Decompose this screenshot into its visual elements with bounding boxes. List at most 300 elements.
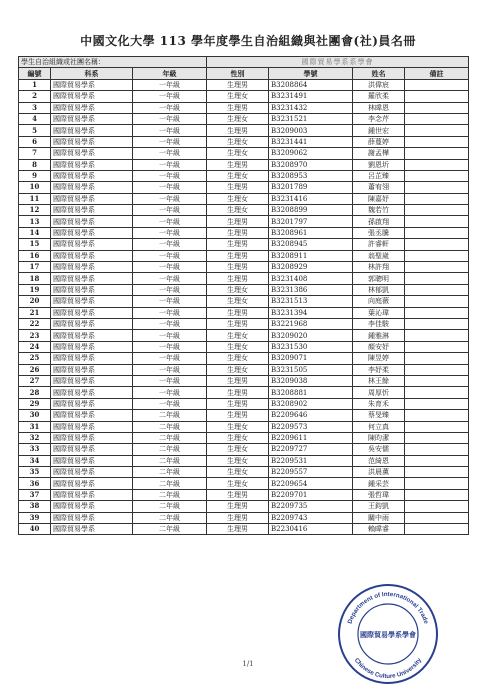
cell-number: 33 — [19, 444, 51, 455]
cell-number: 29 — [19, 398, 51, 409]
table-row — [19, 410, 469, 421]
table-row — [19, 193, 469, 204]
cell-student-id: B3231441 — [269, 136, 353, 147]
cell-remarks — [405, 216, 469, 227]
cell-remarks — [405, 524, 469, 535]
cell-name: 郭聰明 — [353, 273, 405, 284]
cell-student-id: B2209743 — [269, 512, 353, 523]
cell-student-id: B2209701 — [269, 489, 353, 500]
cell-student-id: B3231513 — [269, 296, 353, 307]
cell-name: 向庭薇 — [353, 296, 405, 307]
cell-remarks — [405, 170, 469, 181]
cell-name: 林暐恩 — [353, 102, 405, 113]
cell-remarks — [405, 512, 469, 523]
cell-gender: 生理女 — [207, 296, 269, 307]
table-row — [19, 227, 469, 238]
cell-grade: 一年級 — [133, 227, 207, 238]
cell-remarks — [405, 307, 469, 318]
table-row — [19, 467, 469, 478]
cell-department: 國際貿易學系 — [51, 421, 133, 432]
cell-student-id: B3231530 — [269, 341, 353, 352]
table-row — [19, 170, 469, 181]
cell-department: 國際貿易學系 — [51, 432, 133, 443]
cell-remarks — [405, 227, 469, 238]
cell-name: 薛蔓婷 — [353, 136, 405, 147]
cell-name: 謝孟樺 — [353, 148, 405, 159]
cell-remarks — [405, 330, 469, 341]
cell-remarks — [405, 353, 469, 364]
cell-grade: 一年級 — [133, 364, 207, 375]
cell-number: 10 — [19, 182, 51, 193]
cell-name: 洪晨薰 — [353, 467, 405, 478]
cell-number: 30 — [19, 410, 51, 421]
cell-department: 國際貿易學系 — [51, 353, 133, 364]
table-row — [19, 250, 469, 261]
document-title: 中國文化大學 113 學年度學生自治組織與社團會(社)員名冊 — [80, 34, 416, 48]
table-row — [19, 159, 469, 170]
cell-department: 國際貿易學系 — [51, 159, 133, 170]
seal-ring-top-text: Department of International Trade — [346, 590, 430, 625]
cell-gender: 生理女 — [207, 444, 269, 455]
table-row — [19, 113, 469, 124]
cell-number: 40 — [19, 524, 51, 535]
cell-grade: 二年級 — [133, 444, 207, 455]
cell-gender: 生理女 — [207, 353, 269, 364]
header-grade: 年級 — [133, 68, 207, 79]
cell-student-id: B3201797 — [269, 216, 353, 227]
cell-number: 32 — [19, 432, 51, 443]
cell-gender: 生理男 — [207, 375, 269, 386]
cell-grade: 二年級 — [133, 421, 207, 432]
table-row — [19, 148, 469, 159]
cell-name: 蔡旻臻 — [353, 410, 405, 421]
cell-department: 國際貿易學系 — [51, 250, 133, 261]
cell-student-id: B3208945 — [269, 239, 353, 250]
cell-gender: 生理女 — [207, 432, 269, 443]
cell-student-id: B3231432 — [269, 102, 353, 113]
cell-remarks — [405, 193, 469, 204]
table-row — [19, 478, 469, 489]
table-row — [19, 489, 469, 500]
cell-gender: 生理男 — [207, 501, 269, 512]
cell-number: 12 — [19, 205, 51, 216]
cell-student-id: B2209531 — [269, 455, 353, 466]
cell-number: 8 — [19, 159, 51, 170]
cell-remarks — [405, 375, 469, 386]
cell-student-id: B3209038 — [269, 375, 353, 386]
table-row — [19, 512, 469, 523]
cell-student-id: B2230416 — [269, 524, 353, 535]
header-gender: 性別 — [207, 68, 269, 79]
cell-name: 張丞騰 — [353, 227, 405, 238]
cell-grade: 一年級 — [133, 136, 207, 147]
cell-name: 張哲瑋 — [353, 489, 405, 500]
cell-student-id: B3208929 — [269, 262, 353, 273]
table-row — [19, 387, 469, 398]
cell-name: 何立真 — [353, 421, 405, 432]
cell-remarks — [405, 432, 469, 443]
cell-gender: 生理女 — [207, 284, 269, 295]
table-row — [19, 262, 469, 273]
cell-department: 國際貿易學系 — [51, 455, 133, 466]
cell-student-id: B3231521 — [269, 113, 353, 124]
cell-name: 林許翔 — [353, 262, 405, 273]
cell-gender: 生理女 — [207, 205, 269, 216]
cell-student-id: B2209646 — [269, 410, 353, 421]
cell-number: 15 — [19, 239, 51, 250]
cell-department: 國際貿易學系 — [51, 284, 133, 295]
cell-department: 國際貿易學系 — [51, 501, 133, 512]
cell-grade: 一年級 — [133, 341, 207, 352]
table-row — [19, 501, 469, 512]
table-row — [19, 296, 469, 307]
cell-name: 鍾采芸 — [353, 478, 405, 489]
cell-grade: 一年級 — [133, 216, 207, 227]
cell-number: 23 — [19, 330, 51, 341]
cell-remarks — [405, 250, 469, 261]
cell-name: 鍾世宏 — [353, 125, 405, 136]
cell-remarks — [405, 91, 469, 102]
cell-grade: 一年級 — [133, 79, 207, 90]
cell-number: 2 — [19, 91, 51, 102]
cell-remarks — [405, 284, 469, 295]
cell-number: 37 — [19, 489, 51, 500]
cell-student-id: B3231416 — [269, 193, 353, 204]
cell-name: 孫啟翔 — [353, 216, 405, 227]
cell-remarks — [405, 489, 469, 500]
cell-number: 13 — [19, 216, 51, 227]
cell-number: 7 — [19, 148, 51, 159]
cell-student-id: B3231408 — [269, 273, 353, 284]
cell-gender: 生理男 — [207, 227, 269, 238]
cell-grade: 二年級 — [133, 455, 207, 466]
cell-gender: 生理男 — [207, 79, 269, 90]
cell-remarks — [405, 410, 469, 421]
cell-department: 國際貿易學系 — [51, 273, 133, 284]
cell-remarks — [405, 421, 469, 432]
cell-remarks — [405, 387, 469, 398]
cell-student-id: B3208911 — [269, 250, 353, 261]
cell-remarks — [405, 478, 469, 489]
cell-remarks — [405, 455, 469, 466]
cell-name: 陳昀潔 — [353, 432, 405, 443]
cell-gender: 生理女 — [207, 364, 269, 375]
cell-remarks — [405, 296, 469, 307]
cell-student-id: B3209071 — [269, 353, 353, 364]
table-row — [19, 524, 469, 535]
page-number: 1/1 — [242, 660, 254, 668]
cell-student-id: B3208902 — [269, 398, 353, 409]
cell-remarks — [405, 205, 469, 216]
cell-remarks — [405, 467, 469, 478]
department-seal — [336, 582, 440, 686]
cell-remarks — [405, 273, 469, 284]
cell-student-id: B3231386 — [269, 284, 353, 295]
cell-department: 國際貿易學系 — [51, 205, 133, 216]
cell-remarks — [405, 79, 469, 90]
organization-row — [19, 57, 469, 68]
cell-grade: 一年級 — [133, 262, 207, 273]
cell-department: 國際貿易學系 — [51, 318, 133, 329]
cell-number: 20 — [19, 296, 51, 307]
cell-grade: 一年級 — [133, 148, 207, 159]
cell-grade: 一年級 — [133, 353, 207, 364]
cell-grade: 一年級 — [133, 239, 207, 250]
cell-name: 洪偉宸 — [353, 79, 405, 90]
cell-remarks — [405, 148, 469, 159]
cell-student-id: B3231394 — [269, 307, 353, 318]
cell-student-id: B3208961 — [269, 227, 353, 238]
cell-number: 22 — [19, 318, 51, 329]
cell-grade: 二年級 — [133, 478, 207, 489]
cell-name: 林郁凱 — [353, 284, 405, 295]
cell-gender: 生理男 — [207, 262, 269, 273]
cell-grade: 一年級 — [133, 91, 207, 102]
cell-gender: 生理男 — [207, 102, 269, 113]
cell-department: 國際貿易學系 — [51, 398, 133, 409]
cell-remarks — [405, 398, 469, 409]
cell-department: 國際貿易學系 — [51, 387, 133, 398]
cell-department: 國際貿易學系 — [51, 239, 133, 250]
cell-grade: 一年級 — [133, 318, 207, 329]
cell-department: 國際貿易學系 — [51, 467, 133, 478]
cell-remarks — [405, 262, 469, 273]
cell-department: 國際貿易學系 — [51, 182, 133, 193]
cell-department: 國際貿易學系 — [51, 193, 133, 204]
cell-department: 國際貿易學系 — [51, 307, 133, 318]
cell-student-id: B3209062 — [269, 148, 353, 159]
cell-name: 林王餘 — [353, 375, 405, 386]
cell-grade: 一年級 — [133, 250, 207, 261]
cell-gender: 生理男 — [207, 398, 269, 409]
cell-gender: 生理女 — [207, 330, 269, 341]
cell-name: 劉恩圻 — [353, 159, 405, 170]
cell-student-id: B3209003 — [269, 125, 353, 136]
cell-number: 36 — [19, 478, 51, 489]
cell-name: 李念芹 — [353, 113, 405, 124]
cell-grade: 一年級 — [133, 330, 207, 341]
organization-name: 國際貿易學系系學會 — [207, 57, 469, 68]
cell-name: 羅欣柔 — [353, 91, 405, 102]
cell-gender: 生理男 — [207, 307, 269, 318]
table-row — [19, 102, 469, 113]
table-row — [19, 284, 469, 295]
table-row — [19, 136, 469, 147]
cell-name: 范綺恩 — [353, 455, 405, 466]
seal-ring-bottom-text: Chinese Culture University — [352, 656, 424, 681]
cell-name: 陳昱婷 — [353, 353, 405, 364]
cell-remarks — [405, 182, 469, 193]
cell-number: 18 — [19, 273, 51, 284]
cell-number: 17 — [19, 262, 51, 273]
cell-department: 國際貿易學系 — [51, 341, 133, 352]
cell-grade: 一年級 — [133, 102, 207, 113]
cell-number: 1 — [19, 79, 51, 90]
cell-gender: 生理女 — [207, 91, 269, 102]
table-row — [19, 444, 469, 455]
cell-gender: 生理女 — [207, 478, 269, 489]
cell-remarks — [405, 364, 469, 375]
cell-grade: 二年級 — [133, 524, 207, 535]
cell-name: 賴暐睿 — [353, 524, 405, 535]
cell-name: 蕭宥翎 — [353, 182, 405, 193]
cell-student-id: B3208864 — [269, 79, 353, 90]
cell-student-id: B3221968 — [269, 318, 353, 329]
cell-grade: 一年級 — [133, 284, 207, 295]
cell-department: 國際貿易學系 — [51, 227, 133, 238]
cell-student-id: B3209020 — [269, 330, 353, 341]
cell-name: 王鈞凱 — [353, 501, 405, 512]
cell-gender: 生理女 — [207, 455, 269, 466]
table-row — [19, 375, 469, 386]
cell-gender: 生理男 — [207, 182, 269, 193]
cell-grade: 一年級 — [133, 182, 207, 193]
cell-grade: 二年級 — [133, 501, 207, 512]
table-row — [19, 341, 469, 352]
cell-remarks — [405, 318, 469, 329]
cell-number: 3 — [19, 102, 51, 113]
cell-grade: 一年級 — [133, 125, 207, 136]
header-student-id: 學號 — [269, 68, 353, 79]
cell-gender: 生理男 — [207, 125, 269, 136]
cell-remarks — [405, 341, 469, 352]
cell-grade: 一年級 — [133, 113, 207, 124]
cell-number: 26 — [19, 364, 51, 375]
cell-gender: 生理男 — [207, 250, 269, 261]
cell-department: 國際貿易學系 — [51, 512, 133, 523]
cell-gender: 生理男 — [207, 216, 269, 227]
table-row — [19, 364, 469, 375]
cell-name: 李妤柔 — [353, 364, 405, 375]
cell-name: 陳嘉妤 — [353, 193, 405, 204]
cell-grade: 一年級 — [133, 273, 207, 284]
cell-number: 25 — [19, 353, 51, 364]
cell-remarks — [405, 159, 469, 170]
cell-gender: 生理男 — [207, 524, 269, 535]
cell-grade: 一年級 — [133, 170, 207, 181]
table-row — [19, 330, 469, 341]
cell-gender: 生理女 — [207, 193, 269, 204]
cell-name: 鍾雅淋 — [353, 330, 405, 341]
cell-number: 6 — [19, 136, 51, 147]
cell-number: 35 — [19, 467, 51, 478]
cell-number: 14 — [19, 227, 51, 238]
cell-student-id: B2209573 — [269, 421, 353, 432]
cell-department: 國際貿易學系 — [51, 91, 133, 102]
cell-grade: 二年級 — [133, 489, 207, 500]
cell-student-id: B2209735 — [269, 501, 353, 512]
svg-text:Department of International Tr — [346, 591, 429, 625]
cell-gender: 生理女 — [207, 341, 269, 352]
cell-student-id: B3208881 — [269, 387, 353, 398]
table-row — [19, 79, 469, 90]
cell-department: 國際貿易學系 — [51, 524, 133, 535]
cell-department: 國際貿易學系 — [51, 136, 133, 147]
cell-department: 國際貿易學系 — [51, 216, 133, 227]
table-row — [19, 398, 469, 409]
table-row — [19, 353, 469, 364]
cell-student-id: B2209557 — [269, 467, 353, 478]
cell-gender: 生理男 — [207, 318, 269, 329]
cell-student-id: B2209654 — [269, 478, 353, 489]
cell-gender: 生理女 — [207, 421, 269, 432]
cell-grade: 一年級 — [133, 375, 207, 386]
cell-department: 國際貿易學系 — [51, 444, 133, 455]
member-roster-table — [18, 56, 469, 535]
cell-department: 國際貿易學系 — [51, 364, 133, 375]
cell-grade: 二年級 — [133, 512, 207, 523]
cell-department: 國際貿易學系 — [51, 113, 133, 124]
cell-grade: 一年級 — [133, 193, 207, 204]
cell-grade: 一年級 — [133, 205, 207, 216]
cell-name: 翁聖崴 — [353, 250, 405, 261]
cell-student-id: B2209727 — [269, 444, 353, 455]
cell-number: 28 — [19, 387, 51, 398]
seal-center-text: 國際貿易學系學會 — [360, 630, 416, 639]
cell-student-id: B3208899 — [269, 205, 353, 216]
cell-number: 16 — [19, 250, 51, 261]
cell-number: 27 — [19, 375, 51, 386]
roster-body — [19, 79, 469, 535]
table-row — [19, 205, 469, 216]
table-row — [19, 182, 469, 193]
cell-name: 李佳駿 — [353, 318, 405, 329]
cell-gender: 生理女 — [207, 148, 269, 159]
cell-grade: 二年級 — [133, 432, 207, 443]
cell-number: 39 — [19, 512, 51, 523]
cell-name: 許睿軒 — [353, 239, 405, 250]
cell-department: 國際貿易學系 — [51, 262, 133, 273]
table-row — [19, 318, 469, 329]
cell-gender: 生理女 — [207, 170, 269, 181]
cell-number: 31 — [19, 421, 51, 432]
cell-name: 朱育禾 — [353, 398, 405, 409]
cell-department: 國際貿易學系 — [51, 102, 133, 113]
cell-student-id: B3231505 — [269, 364, 353, 375]
cell-name: 葉沁瑋 — [353, 307, 405, 318]
cell-grade: 一年級 — [133, 398, 207, 409]
cell-department: 國際貿易學系 — [51, 125, 133, 136]
cell-remarks — [405, 125, 469, 136]
table-row — [19, 273, 469, 284]
cell-gender: 生理男 — [207, 159, 269, 170]
cell-student-id: B3208953 — [269, 170, 353, 181]
cell-name: 魏若竹 — [353, 205, 405, 216]
cell-gender: 生理女 — [207, 467, 269, 478]
cell-number: 9 — [19, 170, 51, 181]
cell-name: 呂芷臻 — [353, 170, 405, 181]
cell-department: 國際貿易學系 — [51, 410, 133, 421]
cell-grade: 一年級 — [133, 307, 207, 318]
cell-department: 國際貿易學系 — [51, 79, 133, 90]
table-row — [19, 432, 469, 443]
cell-number: 24 — [19, 341, 51, 352]
cell-remarks — [405, 444, 469, 455]
header-name: 姓名 — [353, 68, 405, 79]
cell-number: 34 — [19, 455, 51, 466]
cell-department: 國際貿易學系 — [51, 330, 133, 341]
cell-department: 國際貿易學系 — [51, 170, 133, 181]
cell-number: 19 — [19, 284, 51, 295]
cell-number: 11 — [19, 193, 51, 204]
header-row — [19, 68, 469, 79]
cell-department: 國際貿易學系 — [51, 375, 133, 386]
cell-remarks — [405, 239, 469, 250]
cell-grade: 二年級 — [133, 467, 207, 478]
header-number: 編號 — [19, 68, 51, 79]
cell-name: 周厚忻 — [353, 387, 405, 398]
cell-grade: 一年級 — [133, 159, 207, 170]
